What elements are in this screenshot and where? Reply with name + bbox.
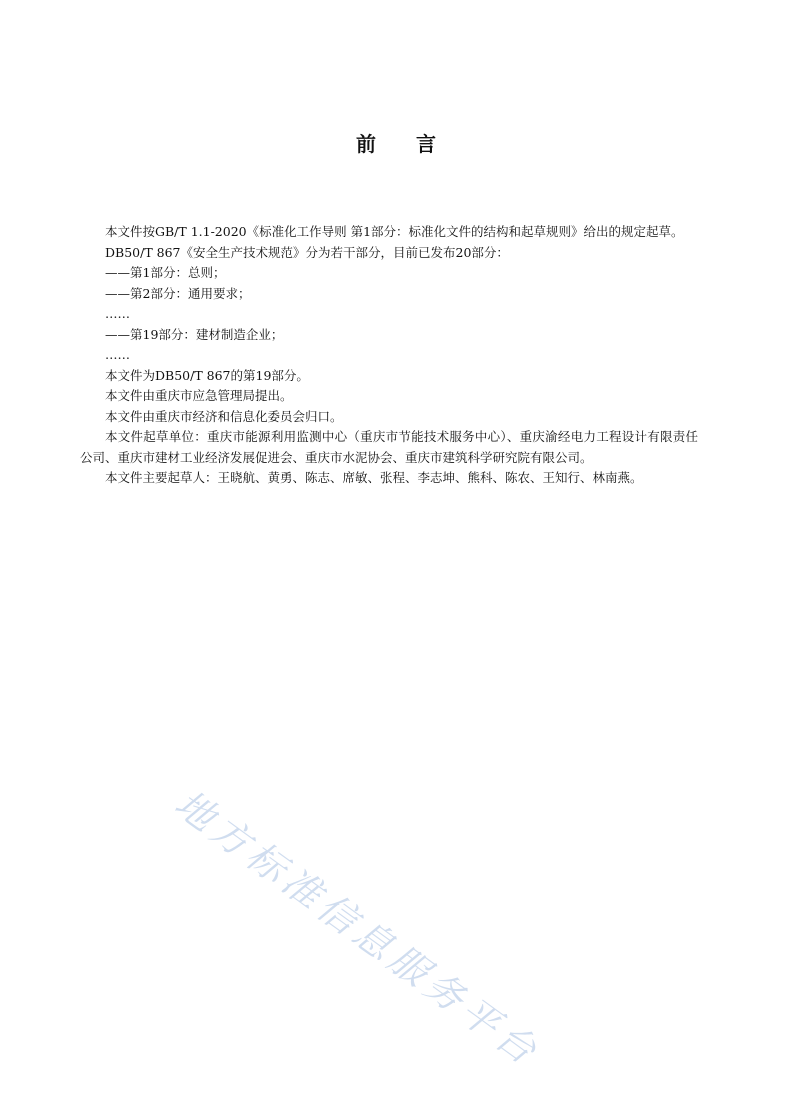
paragraph-this-part: 本文件为DB50/T 867的第19部分。 bbox=[105, 367, 309, 383]
paragraph-under-jurisdiction: 本文件由重庆市经济和信息化委员会归口。 bbox=[105, 408, 343, 424]
list-item-part-19: ——第19部分：建材制造企业； bbox=[105, 326, 284, 342]
paragraph-proposed-by: 本文件由重庆市应急管理局提出。 bbox=[105, 388, 293, 403]
paragraph-drafting-rule: 本文件按GB/T 1.1-2020《标准化工作导则 第1部分：标准化文件的结构和起草规则》给出的规定起草。 bbox=[105, 224, 684, 239]
list-ellipsis-2: …… bbox=[105, 347, 130, 362]
list-ellipsis-1: …… bbox=[105, 306, 130, 321]
title-char-2: 言 bbox=[416, 132, 436, 156]
watermark-text: 地方标准信息服务平台 bbox=[166, 781, 549, 1076]
foreword-body bbox=[80, 222, 698, 489]
paragraph-drafters: 本文件主要起草人：王晓航、黄勇、陈志、席敏、张程、李志坤、熊科、陈农、王知行、林南燕。 bbox=[105, 470, 643, 485]
page-title bbox=[0, 128, 792, 157]
list-item-part-1: ——第1部分：总则； bbox=[105, 265, 226, 280]
title-char-1: 前 bbox=[356, 132, 376, 156]
paragraph-series-intro: DB50/T 867《安全生产技术规范》分为若干部分，目前已发布20部分： bbox=[105, 244, 509, 260]
paragraph-drafting-units: 本文件起草单位：重庆市能源利用监测中心（重庆市节能技术服务中心）、重庆渝经电力工程设计有限责任公司、重庆市建材工业经济发展促进会、重庆市水泥协会、重庆市建筑科学研究院有限公司。 bbox=[80, 429, 698, 465]
list-item-part-2: ——第2部分：通用要求； bbox=[105, 285, 251, 301]
